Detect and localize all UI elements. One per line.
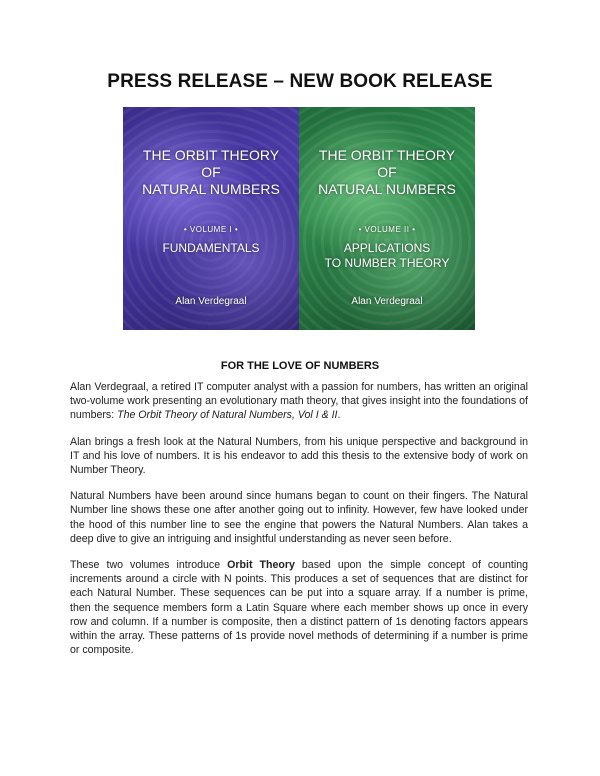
cover-title-line: OF	[201, 164, 221, 180]
paragraph-text: These two volumes introduce	[70, 559, 228, 572]
book-cover-volume-1	[123, 107, 299, 330]
book-cover-volume-2	[299, 107, 475, 330]
cover-volume-label: • VOLUME II •	[358, 225, 416, 234]
press-release-title: PRESS RELEASE – NEW BOOK RELEASE	[107, 71, 493, 92]
orbit-theory-bold: Orbit Theory	[227, 559, 295, 572]
cover-title	[123, 147, 299, 198]
paragraph-text: .	[337, 409, 341, 422]
book-title-italic: The Orbit Theory of Natural Numbers, Vol I & II	[117, 409, 338, 422]
paragraph-2: Alan brings a fresh look at the Natural Numbers, from his unique perspective and background in IT and his love of numbers. It is his endeavor to add this thesis to the extensive body of work on Number Theory.	[70, 435, 528, 477]
cover-subtitle-line: FUNDAMENTALS	[162, 241, 260, 255]
cover-author: Alan Verdegraal	[175, 296, 247, 307]
section-heading: FOR THE LOVE OF NUMBERS	[220, 360, 380, 372]
cover-subtitle-line: APPLICATIONS	[343, 241, 431, 255]
cover-title	[299, 147, 475, 198]
cover-subtitle-line: TO NUMBER THEORY	[324, 256, 450, 270]
book-covers	[123, 107, 475, 330]
paragraph-text: Alan Verdegraal, a retired IT computer analyst with a passion for numbers, has written an original two-volume work presenting an evolutionary math theory, that gives insight into the foundations of numbers:	[70, 381, 528, 422]
cover-title-line: THE ORBIT THEORY	[318, 147, 456, 163]
press-release-body	[70, 380, 528, 669]
cover-author: Alan Verdegraal	[351, 296, 423, 307]
cover-title-line: OF	[377, 164, 397, 180]
paragraph-3: Natural Numbers have been around since humans began to count on their fingers. The Natural Number line shows these one after another going out to infinity. However, few have looked under the hood of this number line to see the engine that powers the Natural Numbers. Alan takes a deep dive to give an intriguing and insightful understanding as never seen before.	[70, 490, 528, 545]
cover-title-line: THE ORBIT THEORY	[142, 147, 280, 163]
paragraph-1	[70, 380, 528, 423]
paragraph-4	[70, 558, 528, 657]
paragraph-text: based upon the simple concept of counting increments around a circle with N points. This produces a set of sequences that are distinct for each Natural Number. These sequences can be put into a square array. If a number is prime, then the sequence members form a Latin Square where each member shows up once in every row and column. If a number is composite, then a distinct pattern of 1s denoting factors appears within the array. These patterns of 1s provide novel methods of determining if a number is prime or composite.	[70, 559, 528, 657]
cover-subtitle	[299, 241, 475, 271]
cover-subtitle	[123, 241, 299, 256]
cover-title-line: NATURAL NUMBERS	[318, 181, 456, 197]
cover-title-line: NATURAL NUMBERS	[142, 181, 280, 197]
cover-volume-label: • VOLUME I •	[183, 225, 239, 234]
